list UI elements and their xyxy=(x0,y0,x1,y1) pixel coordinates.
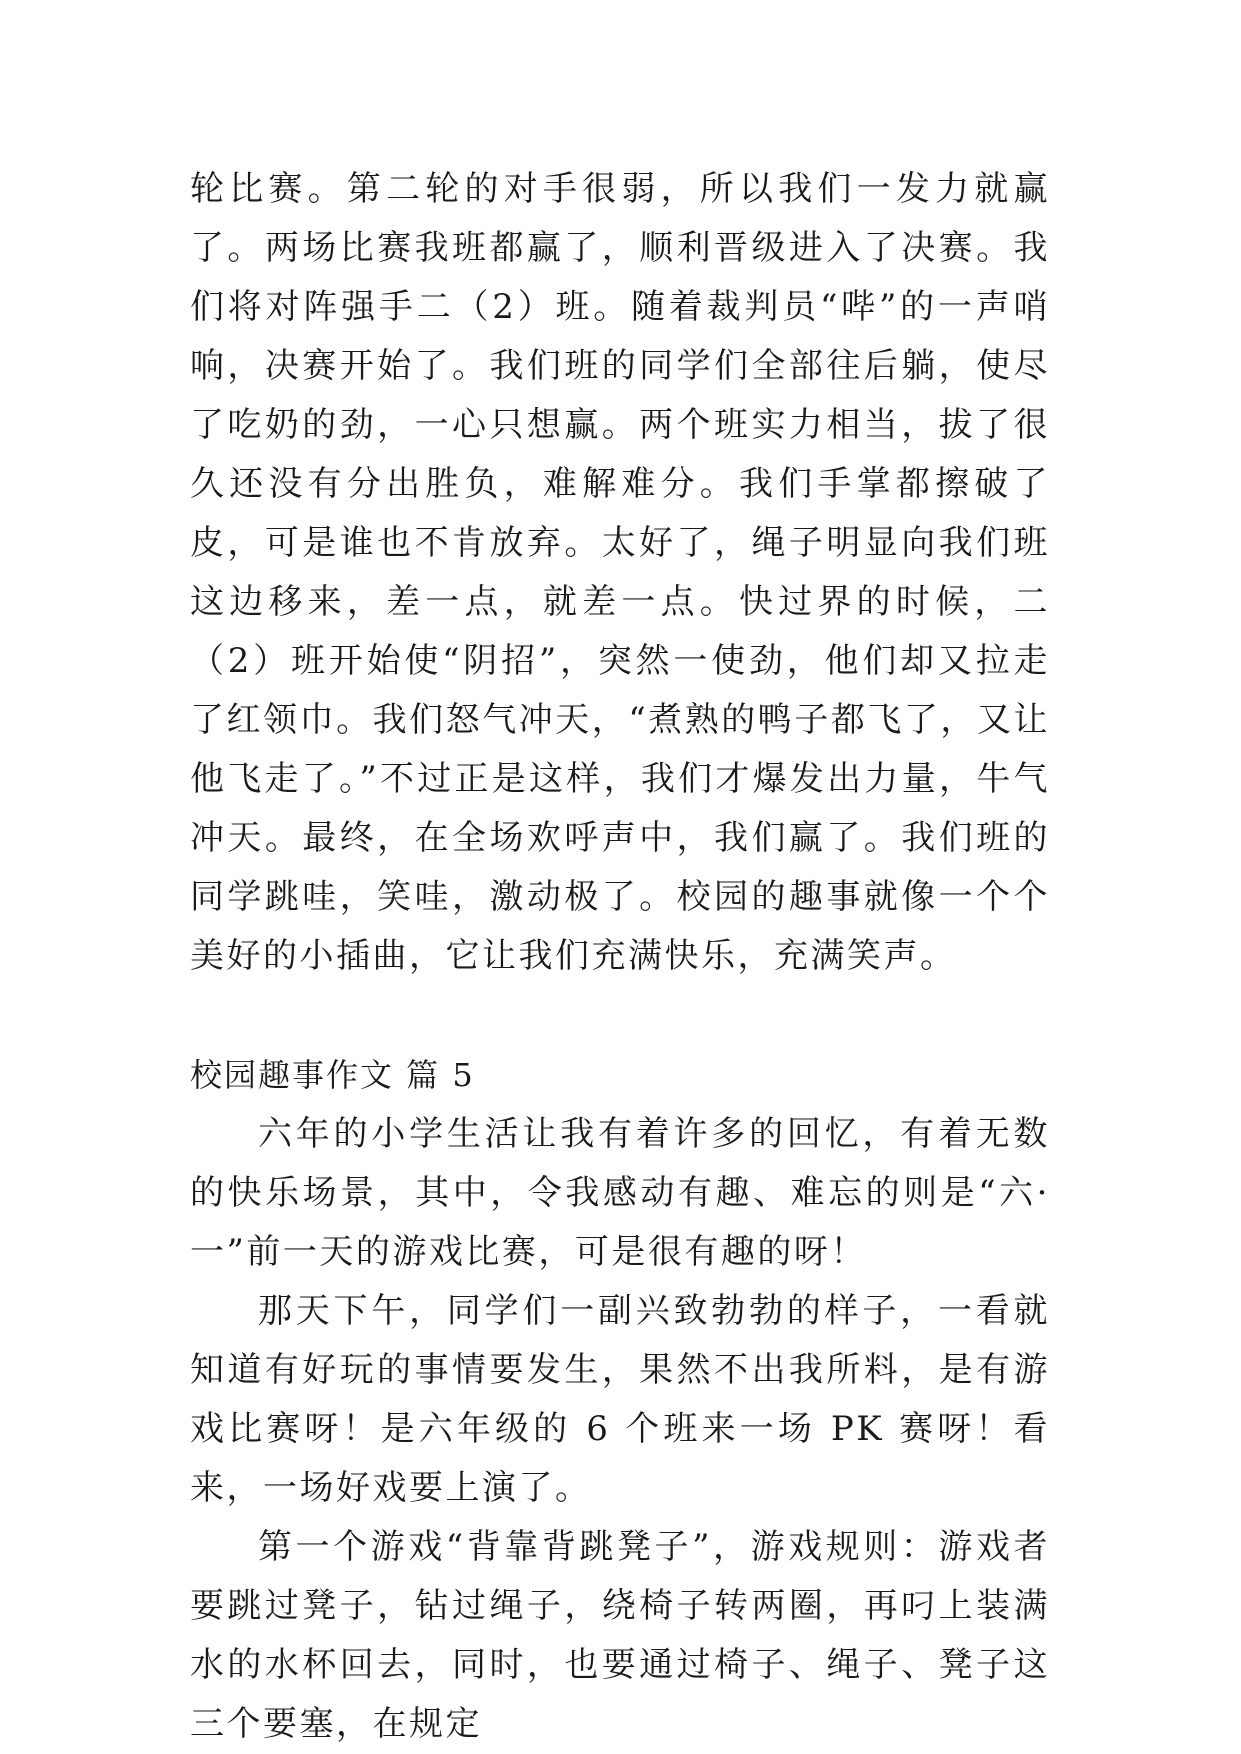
paragraph-intro: 六年的小学生活让我有着许多的回忆，有着无数的快乐场景，其中，令我感动有趣、难忘的则是“六·一”前一天的游戏比赛，可是很有趣的呀！ xyxy=(190,1114,1050,1272)
paragraph-continued: 轮比赛。第二轮的对手很弱，所以我们一发力就赢了。两场比赛我班都赢了，顺利晋级进入了决赛。我们将对阵强手二（2）班。随着裁判员“哔”的一声哨响，决赛开始了。我们班的同学们全部往后躺，使尽了吃奶的劲，一心只想赢。两个班实力相当，拔了很久还没有分出胜负，难解难分。我们手掌都擦破了皮，可是谁也不肯放弃。太好了，绳子明显向我们班这边移来，差一点，就差一点。快过界的时候，二（2）班开始使“阴招”，突然一使劲，他们却又拉走了红领巾。我们怒气冲天，“煮熟的鸭子都飞了，又让他飞走了。”不过正是这样，我们才爆发出力量，牛气冲天。最终，在全场欢呼声中，我们赢了。我们班的同学跳哇，笑哇，激动极了。校园的趣事就像一个个美好的小插曲，它让我们充满快乐，充满笑声。 xyxy=(190,169,1050,976)
section-title: 校园趣事作文 篇 5 xyxy=(190,1056,475,1094)
paragraph-first-game: 第一个游戏“背靠背跳凳子”，游戏规则：游戏者要跳过凳子，钻过绳子，绕椅子转两圈，再叼上装满水的水杯回去，同时，也要通过椅子、绳子、凳子这三个要塞，在规定 xyxy=(190,1527,1050,1744)
paragraph-afternoon: 那天下午，同学们一副兴致勃勃的样子，一看就知道有好玩的事情要发生，果然不出我所料，是有游戏比赛呀！是六年级的 6 个班来一场 PK 赛呀！看来，一场好戏要上演了。 xyxy=(190,1291,1050,1508)
document-body xyxy=(190,160,1050,1754)
